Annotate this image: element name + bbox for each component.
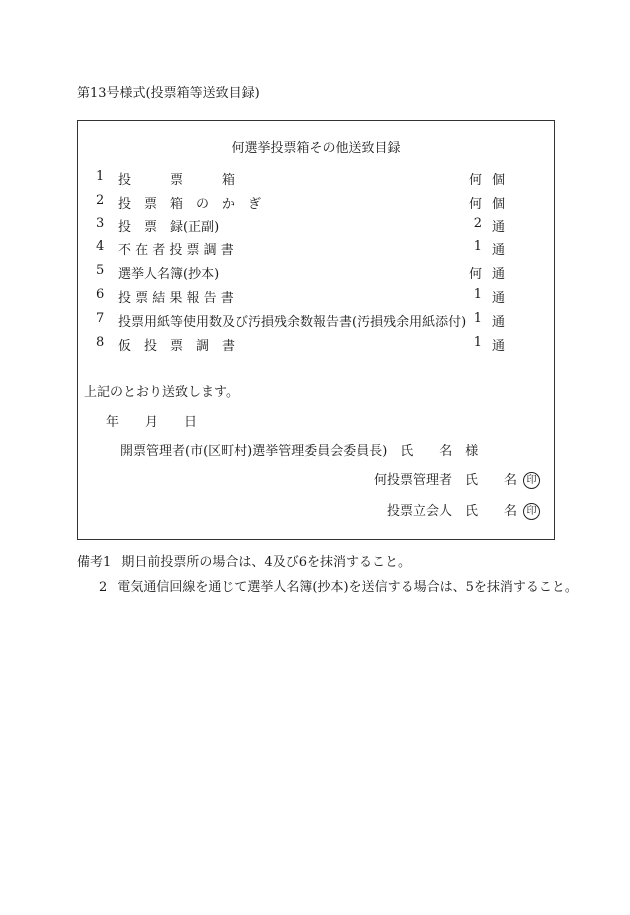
signer-line [387, 500, 540, 520]
item-number: 6 [96, 287, 105, 302]
form-title: 第13号様式(投票箱等送致目録) [77, 86, 260, 101]
list-item [96, 335, 516, 353]
item-quantity: 1 [473, 311, 482, 326]
signer-line [374, 469, 540, 489]
list-item [96, 311, 516, 329]
remark-prefix: 備考1 [77, 555, 112, 570]
item-label: 不 在 者 投 票 調 書 [118, 243, 234, 258]
item-unit: 通 [492, 315, 506, 330]
item-number: 5 [96, 263, 105, 278]
item-unit: 個 [492, 173, 506, 188]
item-quantity: 何 [468, 173, 482, 188]
list-heading: 何選挙投票箱その他送致目録 [231, 141, 401, 156]
list-item [96, 169, 516, 187]
item-number: 8 [96, 335, 105, 350]
item-number: 7 [96, 311, 105, 326]
item-quantity: 何 [468, 267, 482, 282]
item-unit: 通 [492, 267, 506, 282]
list-item [96, 193, 516, 211]
item-number: 1 [96, 169, 105, 184]
statement-text: 上記のとおり送致します。 [84, 385, 239, 400]
item-label: 投 票 録(正副) [118, 220, 220, 235]
transmittal-list-box [77, 120, 555, 540]
item-label: 投 票 箱 の か ぎ [118, 197, 262, 212]
seal-mark-icon: 印 [523, 472, 540, 489]
addressee-line: 開票管理者(市(区町村)選挙管理委員会委員長) 氏 名 様 [120, 444, 479, 459]
signer-text: 投票立会人 氏 名 [386, 504, 517, 519]
item-number: 2 [96, 193, 105, 208]
remark-text: 期日前投票所の場合は、4及び6を抹消すること。 [121, 555, 411, 570]
item-label: 選挙人名簿(抄本) [118, 267, 220, 282]
list-item [96, 216, 516, 234]
item-number: 4 [96, 239, 105, 254]
signer-text: 何投票管理者 氏 名 [373, 473, 517, 488]
item-number: 3 [96, 216, 105, 231]
item-quantity: 何 [468, 197, 482, 212]
item-quantity: 1 [473, 239, 482, 254]
item-unit: 通 [492, 291, 506, 306]
remark-line [99, 576, 578, 595]
list-item [96, 287, 516, 305]
item-quantity: 1 [473, 287, 482, 302]
date-line: 年 月 日 [106, 415, 198, 430]
remark-prefix: 2 [99, 580, 108, 595]
item-label: 仮 投 票 調 書 [118, 339, 236, 354]
remark-line [77, 551, 411, 570]
item-quantity: 2 [473, 216, 482, 231]
item-quantity: 1 [473, 335, 482, 350]
remark-text: 電気通信回線を通じて選挙人名簿(抄本)を送信する場合は、5を抹消すること。 [117, 580, 578, 595]
item-label: 投票用紙等使用数及び汚損残余数報告書(汚損残余用紙添付) [118, 315, 467, 330]
item-unit: 個 [492, 197, 506, 212]
seal-mark-icon: 印 [523, 503, 540, 520]
item-unit: 通 [492, 339, 506, 354]
list-item [96, 239, 516, 257]
item-label: 投 票 結 果 報 告 書 [118, 291, 234, 306]
item-unit: 通 [492, 220, 506, 235]
list-item [96, 263, 516, 281]
item-unit: 通 [492, 243, 506, 258]
item-label: 投 票 箱 [118, 173, 236, 188]
